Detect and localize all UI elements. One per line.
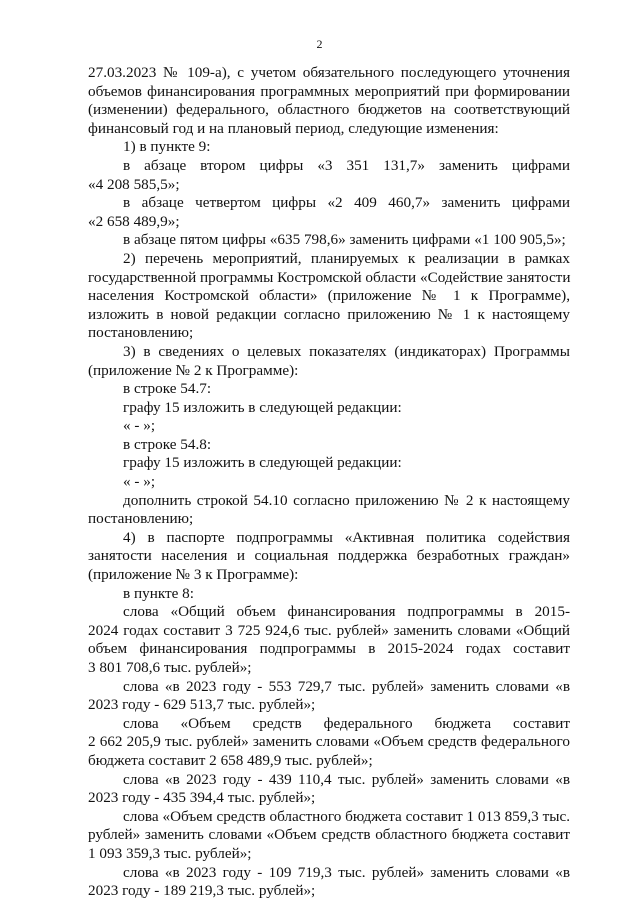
text-line: в абзаце втором цифры «3 351 131,7» заменить цифрами: [123, 156, 570, 174]
text-line: 27.03.2023 № 109-а), с учетом обязательного последующего уточнения: [88, 64, 570, 81]
text-line: графу 15 изложить в следующей редакции:: [123, 398, 402, 416]
text-line: (изменении) федерального, областного бюджетов на соответствующий: [88, 101, 570, 119]
text-line: 1 093 359,3 тыс. рублей»;: [88, 844, 252, 862]
text-line: слова «в 2023 году - 109 719,3 тыс. рублей» заменить словами «в: [123, 863, 570, 881]
text-line: рублей» заменить словами «Объем средств областного бюджета составит: [88, 826, 570, 844]
text-line: финансовый год и на плановый период, следующие изменения:: [88, 119, 499, 137]
text-line: постановлению;: [88, 510, 194, 528]
text-line: изложить в новой редакции согласно приложению № 1 к настоящему: [88, 305, 570, 323]
text-line: 3 801 708,6 тыс. рублей»;: [88, 659, 252, 676]
text-line: в абзаце четвертом цифры «2 409 460,7» заменить цифрами: [123, 194, 570, 212]
text-line: (приложение № 3 к Программе):: [88, 566, 299, 584]
text-line: объемов финансирования программных мероприятий при формировании: [88, 82, 570, 100]
document-body: [88, 64, 570, 901]
text-line: 2) перечень мероприятий, планируемых к реализации в рамках: [123, 249, 570, 267]
text-line: 3) в сведениях о целевых показателях (индикаторах) Программы: [123, 342, 570, 360]
text-line: постановлению;: [88, 324, 194, 342]
text-line: государственной программы Костромской области «Содействие занятости: [88, 268, 571, 286]
text-line: в пункте 8:: [123, 584, 194, 602]
text-line: « - »;: [123, 473, 156, 491]
text-line: населения Костромской области» (приложение № 1 к Программе),: [88, 287, 570, 305]
text-line: 1) в пункте 9:: [123, 138, 211, 156]
text-line: бюджета составит 2 658 489,9 тыс. рублей»;: [88, 751, 373, 769]
text-line: 2 662 205,9 тыс. рублей» заменить словами «Объем средств федерального: [88, 733, 570, 751]
text-line: в строке 54.7:: [123, 380, 212, 398]
text-line: в строке 54.8:: [123, 435, 212, 453]
text-line: 4) в паспорте подпрограммы «Активная политика содействия: [123, 528, 570, 546]
text-line: слова «в 2023 году - 439 110,4 тыс. рублей» заменить словами «в: [123, 770, 570, 788]
text-line: 2023 году - 629 513,7 тыс. рублей»;: [88, 696, 316, 714]
page-number: 2: [316, 37, 323, 51]
text-line: « - »;: [123, 417, 156, 435]
text-line: дополнить строкой 54.10 согласно приложению № 2 к настоящему: [123, 491, 570, 509]
text-line: слова «Общий объем финансирования подпрограммы в 2015-: [123, 603, 570, 621]
text-line: 2023 году - 189 219,3 тыс. рублей»;: [88, 882, 316, 900]
text-line: слова «в 2023 году - 553 729,7 тыс. рублей» заменить словами «в: [123, 677, 570, 695]
text-line: (приложение № 2 к Программе):: [88, 361, 299, 379]
text-line: 2023 году - 435 394,4 тыс. рублей»;: [88, 789, 316, 807]
text-line: в абзаце пятом цифры «635 798,6» заменить цифрами «1 100 905,5»;: [123, 231, 566, 249]
text-line: слова «Объем средств областного бюджета составит 1 013 859,3 тыс.: [123, 807, 570, 825]
text-line: «4 208 585,5»;: [88, 175, 180, 193]
text-line: слова «Объем средств федерального бюджета составит: [123, 714, 570, 732]
text-line: объем финансирования подпрограммы в 2015-2024 годах составит: [88, 640, 570, 658]
text-line: 2024 годах составит 3 725 924,6 тыс. рублей» заменить словами «Общий: [88, 621, 570, 639]
text-line: графу 15 изложить в следующей редакции:: [123, 454, 402, 472]
text-line: занятости населения и социальная поддержка безработных граждан»: [88, 547, 570, 565]
text-line: «2 658 489,9»;: [88, 212, 180, 230]
